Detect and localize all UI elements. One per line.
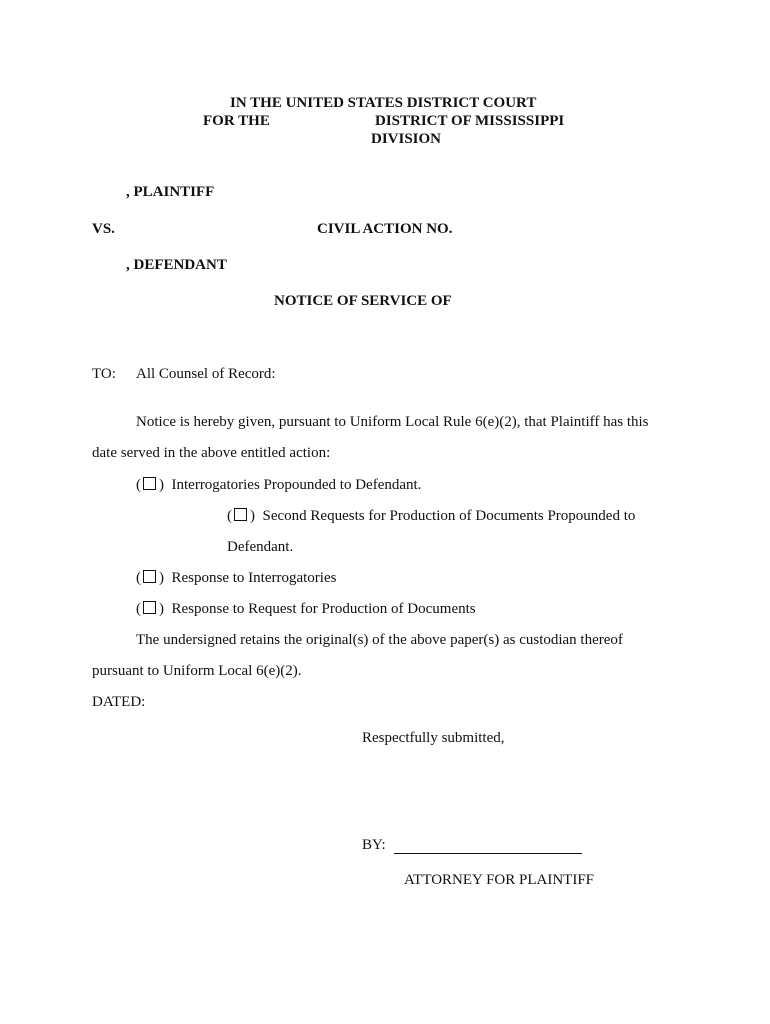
list-item-label: Response to Request for Production of Documents (171, 601, 476, 617)
list-item-response-production: ( ) Response to Request for Production of Documents (136, 601, 476, 617)
caption-defendant: , DEFENDANT (126, 257, 227, 273)
caption-vs: VS. (92, 221, 115, 237)
list-item-label: Second Requests for Production of Documents Propounded to (262, 508, 636, 524)
list-item-second-requests: ( ) Second Requests for Production of Documents Propounded to (227, 508, 636, 524)
court-heading-for-the: FOR THE (203, 113, 270, 129)
checkbox-response-interrogatories[interactable] (143, 570, 156, 583)
to-recipient: All Counsel of Record: (136, 366, 276, 382)
list-item-continuation: Defendant. (227, 539, 294, 555)
court-heading-division: DIVISION (371, 131, 442, 147)
signature-line[interactable] (394, 839, 582, 854)
dated-label: DATED: (92, 694, 146, 710)
list-item-response-interrogatories: ( ) Response to Interrogatories (136, 570, 337, 586)
document-title: NOTICE OF SERVICE OF (274, 293, 452, 309)
custodian-paragraph-line2: pursuant to Uniform Local 6(e)(2). (92, 663, 302, 679)
attorney-for-plaintiff: ATTORNEY FOR PLAINTIFF (404, 872, 595, 888)
list-item-label: Interrogatories Propounded to Defendant. (171, 477, 422, 493)
notice-paragraph-line1: Notice is hereby given, pursuant to Uniform Local Rule 6(e)(2), that Plaintiff has this (136, 414, 649, 430)
checkbox-interrogatories[interactable] (143, 477, 156, 490)
checkbox-second-requests[interactable] (234, 508, 247, 521)
checkbox-response-production[interactable] (143, 601, 156, 614)
court-heading-district: DISTRICT OF MISSISSIPPI (375, 113, 565, 129)
list-item-label: Response to Interrogatories (171, 570, 337, 586)
court-heading-line1: IN THE UNITED STATES DISTRICT COURT (230, 95, 537, 111)
to-label: TO: (92, 366, 116, 382)
caption-plaintiff: , PLAINTIFF (126, 184, 215, 200)
signature-by-label: BY: (362, 837, 386, 853)
list-item-interrogatories: ( ) Interrogatories Propounded to Defendant. (136, 477, 422, 493)
signature-by (362, 836, 582, 854)
closing-respectfully-submitted: Respectfully submitted, (362, 730, 505, 746)
notice-paragraph-line2: date served in the above entitled action: (92, 445, 331, 461)
caption-civil-action-no: CIVIL ACTION NO. (317, 221, 453, 237)
custodian-paragraph-line1: The undersigned retains the original(s) of the above paper(s) as custodian thereof (136, 632, 623, 648)
